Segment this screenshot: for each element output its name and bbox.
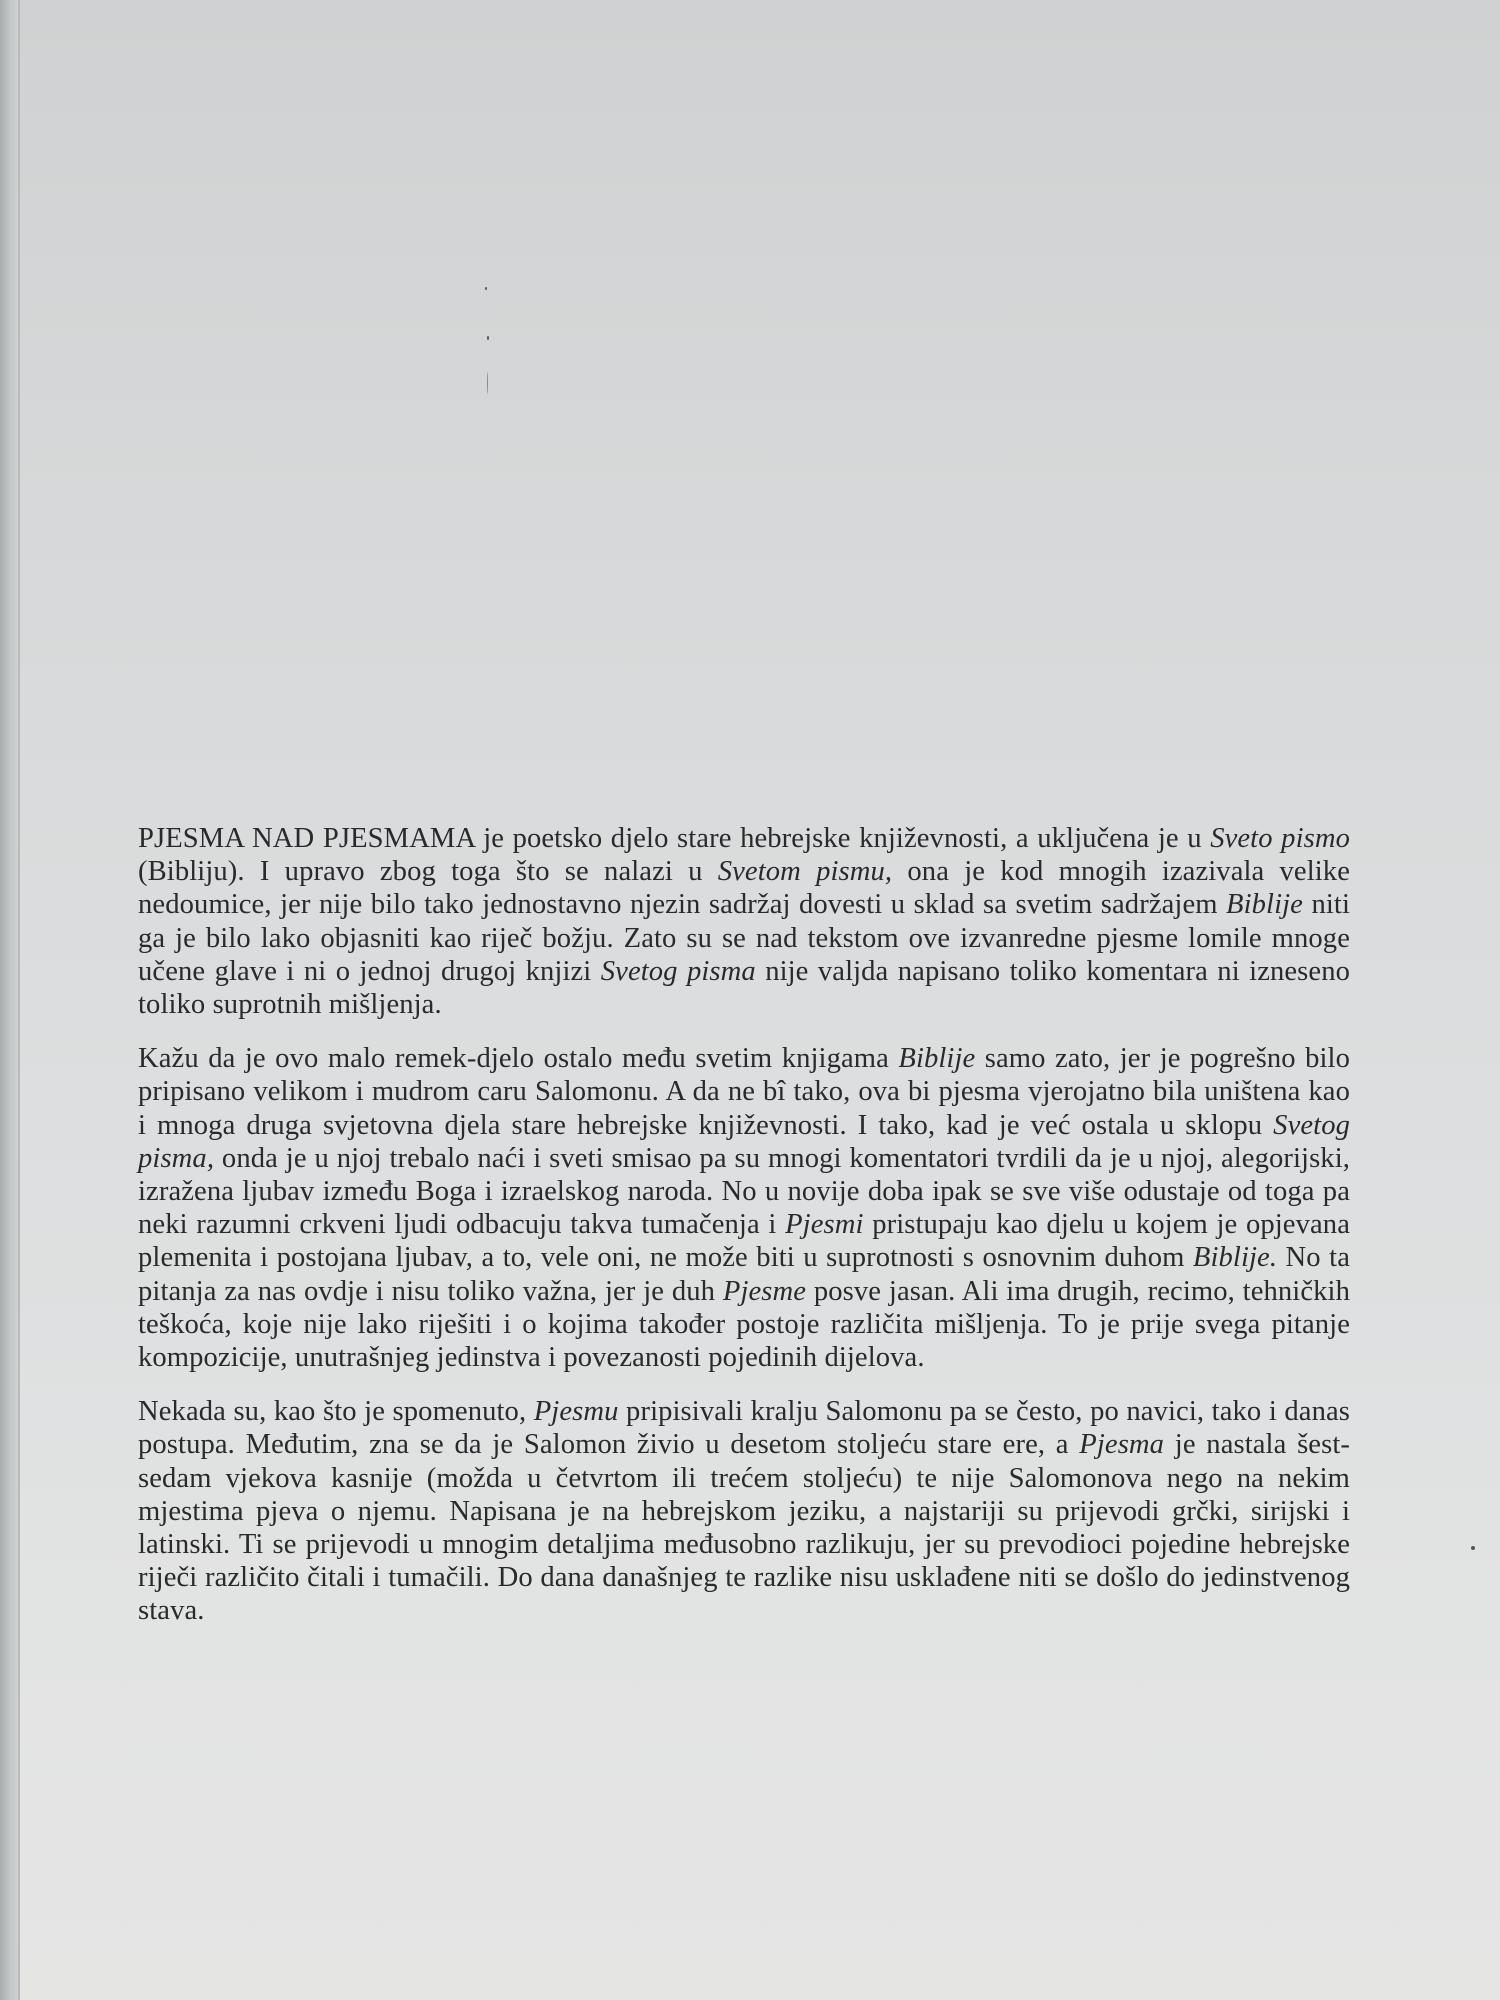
- paper-speck: [1471, 1546, 1475, 1550]
- text-run: PJESMA NAD PJESMAMA je poetsko djelo stare hebrejske književnosti, a uključena je u: [138, 823, 1211, 854]
- italic-title-run: Svetog pisma: [600, 955, 756, 987]
- italic-title-run: Biblije: [898, 1043, 976, 1075]
- italic-title-run: Pjesma: [1079, 1429, 1165, 1461]
- text-run: onda je u njoj trebalo naći i sveti smisao pa su mnogi komentatori tvrdili da je u njoj, alegorijski, izražena ljubav između Boga i izraelskog naroda. No u novije doba ipak se sve više odustaje od toga pa neki razumni crkveni ljudi odbacuju takva tumačenja i: [138, 1142, 1350, 1241]
- text-run: nije valjda napisano toliko komentara ni izneseno toliko suprotnih mišljenja.: [138, 955, 1350, 1021]
- body-text: [138, 822, 1350, 1649]
- paragraph-1: [138, 822, 1350, 1021]
- text-run: pristupaju kao djelu u kojem je opjevana plemenita i postojana ljubav, a to, vele oni, ne može biti u suprotnosti s osnovnim duhom: [138, 1209, 1350, 1274]
- paper-speck: [487, 336, 489, 340]
- page-fold-line: [18, 0, 20, 2000]
- paper-speck: [487, 372, 488, 394]
- italic-title-run: Sveto pismo: [1210, 823, 1350, 854]
- text-run: ona je kod mnogih izazivala velike nedoumice, jer nije bilo tako jednostavno njezin sadržaj dovesti u sklad sa svetim sadržajem: [138, 856, 1350, 921]
- text-run: niti ga je bilo lako objasniti kao riječ božju. Zato su se nad tekstom ove izvanredne pjesme lomile mnoge učene glave i ni o jednoj drugoj knjizi: [138, 889, 1350, 987]
- italic-title-run: Biblije: [1226, 889, 1303, 921]
- italic-title-run: Biblije.: [1192, 1242, 1278, 1274]
- paper-speck: [485, 287, 487, 290]
- text-run: Nekada su, kao što je spomenuto,: [138, 1396, 534, 1428]
- text-run: (Bibliju). I upravo zbog toga što se nalazi u: [138, 856, 718, 888]
- text-run: samo zato, jer je pogrešno bilo pripisano velikom i mudrom caru Salomonu. A da ne bî tako, ova bi pjesma vjerojatno bila uništena kao i mnoga druga svjetovna djela stare hebrejske književnosti. I tako, kad je već ostala u sklopu: [138, 1043, 1350, 1141]
- paragraph-3: [138, 1395, 1350, 1627]
- italic-title-run: Pjesmu: [533, 1396, 619, 1428]
- page-binding-edge: [0, 0, 18, 2000]
- italic-title-run: Svetog pisma,: [138, 1109, 1350, 1174]
- text-run: posve jasan. Ali ima drugih, recimo, tehničkih teškoća, koje nije lako riješiti i o kojima također postoje različita mišljenja. To je prije svega pitanje kompozicije, unutrašnjeg jedinstva i povezanosti pojedinih dijelova.: [138, 1275, 1350, 1374]
- italic-title-run: Pjesmi: [785, 1209, 864, 1241]
- italic-title-run: Svetom pismu,: [717, 856, 893, 888]
- italic-title-run: Pjesme: [722, 1275, 807, 1307]
- text-run: No ta pitanja za nas ovdje i nisu toliko važna, jer je duh: [138, 1242, 1350, 1307]
- text-run: je nastala šest-sedam vjekova kasnije (možda u četvrtom ili trećem stoljeću) te nije Salomonova nego na nekim mjestima pjeva o njemu. Napisana je na hebrejskom jeziku, a najstariji su prijevodi grčki, sirijski i latinski. Ti se prijevodi u mnogim detaljima međusobno razlikuju, jer su prevodioci pojedine hebrejske riječi različito čitali i tumačili. Do dana današnjeg te razlike nisu usklađene niti se došlo do jedinstvenog stava.: [138, 1429, 1350, 1627]
- text-run: Kažu da je ovo malo remek-djelo ostalo među svetim knjigama: [138, 1043, 899, 1075]
- paragraph-2: [138, 1042, 1350, 1374]
- text-run: pripisivali kralju Salomonu pa se često, po navici, tako i danas postupa. Međutim, zna se da je Salomon živio u desetom stoljeću stare ere, a: [138, 1396, 1350, 1461]
